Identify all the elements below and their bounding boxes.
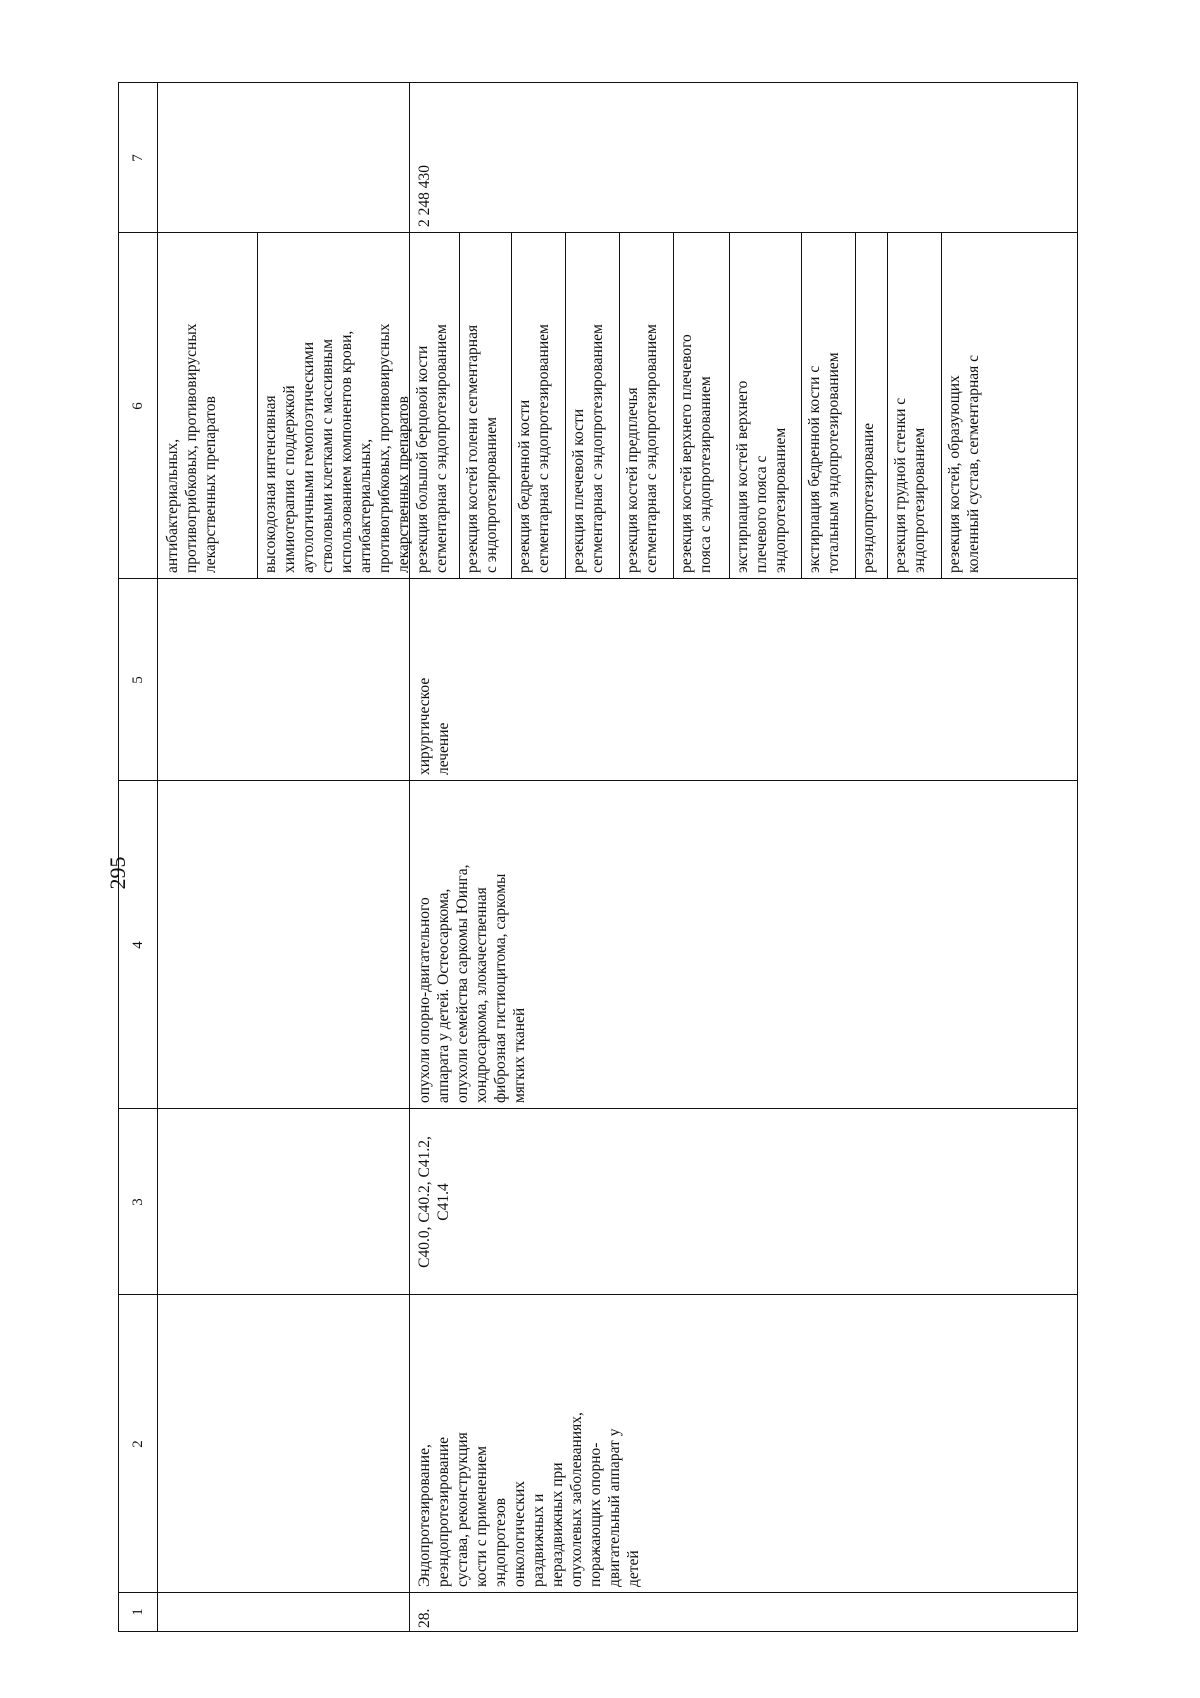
col-border-4 <box>119 780 1077 781</box>
method-separator <box>729 233 730 579</box>
row-28-treatment-type: хирургическое лечение <box>416 677 452 775</box>
table-sheet <box>118 82 1078 1632</box>
method-item: резекция костей голени сегментарная с эндопротезированием <box>464 324 500 573</box>
col-border-3 <box>119 1108 1077 1109</box>
method-separator <box>801 233 802 579</box>
continuation-method-1: антибактериальных, противогрибковых, противовирусных лекарственных препаратов <box>164 323 219 573</box>
method-item: резекция плечевой кости сегментарная с эндопротезированием <box>570 324 606 573</box>
method-item: резекция грудной стенки с эндопротезированием <box>892 397 928 573</box>
row-28-number: 28. <box>416 1608 433 1628</box>
method-separator <box>673 233 674 579</box>
rotated-table-region <box>118 82 1078 1632</box>
method-separator <box>619 233 620 579</box>
page-number: 295 <box>105 856 130 890</box>
header-col-1: 1 <box>130 1608 146 1616</box>
continuation-method-2: высокодозная интенсивная химиотерапия с поддержкой аутологичными гемопоэтическими стволовыми клетками с массивным использованием компонентов крови, антибактериальных, противогрибковых, противовирусных лекарственных препаратов <box>262 323 412 573</box>
header-col-7: 7 <box>130 154 146 162</box>
header-col-2: 2 <box>130 1440 146 1448</box>
method-separator <box>511 233 512 579</box>
row-28-codes: C40.0, C40.2, C41.2, C41.4 <box>416 1136 452 1268</box>
header-col-5: 5 <box>130 676 146 684</box>
method-separator <box>855 233 856 579</box>
row-28-patient-model: опухоли опорно-двигательного аппарата у детей. Остеосаркома, опухоли семейства саркомы Юинга, хондросаркома, злокачественная фиброзная гистиоцитома, саркомы мягких тканей <box>416 864 528 1103</box>
method-item: резекция большой берцовой кости сегментарная с эндопротезированием <box>414 324 450 573</box>
header-col-6: 6 <box>130 402 146 410</box>
method-separator <box>459 233 460 579</box>
header-bottom-border <box>157 83 158 1631</box>
method-separator <box>887 233 888 579</box>
method-separator <box>565 233 566 579</box>
row-28-name: Эндопротезирование, реэндопротезирование сустава, реконструкция кости с применением эндопротезов онкологических раздвижных и нераздвижных при опухолевых заболеваниях, поражающих опорно- двигательный аппарат у детей <box>416 1412 642 1587</box>
header-col-4: 4 <box>130 941 146 949</box>
services-table <box>118 82 1078 1632</box>
method-item: резекция костей верхнего плечевого пояса с эндопротезированием <box>678 334 714 573</box>
method-item: резекция бедренной кости сегментарная с эндопротезированием <box>516 324 552 573</box>
method-item: резекция костей, образующих коленный сустав, сегментарная с <box>946 354 982 573</box>
method-item: резекция костей предплечья сегментарная с эндопротезированием <box>624 324 660 573</box>
method-separator <box>941 233 942 579</box>
method-item: реэндопротезирование <box>860 422 877 573</box>
method-item: экстирпация костей верхнего плечевого пояса с эндопротезированием <box>734 380 789 573</box>
method-item: экстирпация бедренной кости с тотальным эндопротезированием <box>806 352 842 573</box>
header-col-3: 3 <box>130 1198 146 1206</box>
row-28-cost: 2 248 430 <box>416 165 433 227</box>
